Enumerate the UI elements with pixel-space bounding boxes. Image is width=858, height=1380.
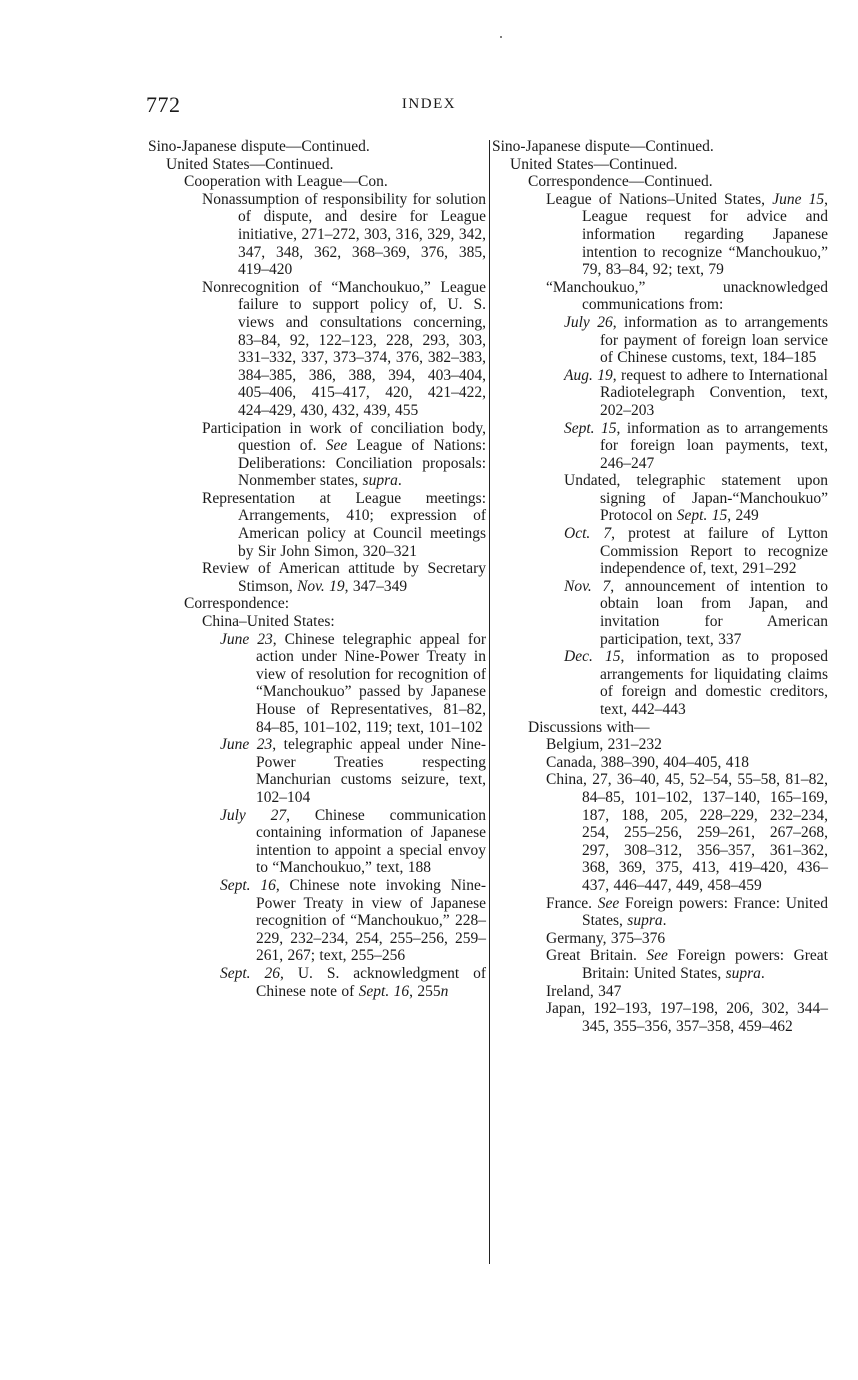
page-number: 772: [146, 92, 181, 117]
index-entry: Sept. 26, U. S. acknowledgment of Chinese note of Sept. 16, 255n: [220, 964, 487, 1000]
index-entry: Sept. 16, Chinese note invoking Nine-Power Treaty in view of Japanese recognition of “Manchoukuo,” 228–229, 232–234, 254, 255–256, 259–261, 267; text, 255–256: [220, 876, 487, 965]
index-entry: France. See Foreign powers: France: United States, supra.: [546, 894, 828, 930]
index-entry: Oct. 7, protest at failure of Lytton Commission Report to recognize independence of, text, 291–292: [564, 525, 828, 578]
index-entry: “Manchoukuo,” unacknowledged communications from:: [546, 278, 828, 314]
index-entry: Correspondence—Continued.: [528, 173, 713, 191]
index-entry: China, 27, 36–40, 45, 52–54, 55–58, 81–82, 84–85, 101–102, 137–140, 165–169, 187, 188, 205, 228–229, 232–234, 254, 255–256, 259–261, 267–268, 297, 308–312, 356–357, 361–362, 368, 369, 375, 413, 419–420, 436–437, 446–447, 449, 458–459: [546, 771, 828, 894]
index-entry: Sino-Japanese dispute—Continued.: [148, 138, 370, 155]
index-column-left: [148, 138, 486, 1000]
index-entry: Canada, 388–390, 404–405, 418: [546, 753, 749, 771]
index-entry: League of Nations–United States, June 15, League request for advice and information regarding Japanese intention to recognize “Manchoukuo,” 79, 83–84, 92; text, 79: [546, 190, 828, 279]
index-entry: June 23, Chinese telegraphic appeal for action under Nine-Power Treaty in view of resolution for recognition of “Manchoukuo” passed by Japanese House of Representatives, 81–82, 84–85, 101–102, 119; text, 101–102: [220, 630, 486, 736]
index-entry: Cooperation with League—Con.: [184, 173, 388, 191]
index-column-right: [492, 138, 828, 1035]
index-entry: Japan, 192–193, 197–198, 206, 302, 344–345, 355–356, 357–358, 459–462: [546, 1000, 828, 1035]
index-entry: Correspondence:: [184, 595, 290, 613]
index-entry: Germany, 375–376: [546, 929, 666, 947]
index-entry: Great Britain. See Foreign powers: Great Britain: United States, supra.: [546, 947, 828, 982]
index-entry: June 23, telegraphic appeal under Nine-Power Treaties respecting Manchurian customs seizure, text, 102–104: [220, 736, 486, 806]
index-entry: Nonrecognition of “Manchoukuo,” League failure to support policy of, U. S. views and consultations concerning, 83–84, 92, 122–123, 228, 293, 303, 331–332, 337, 373–374, 376, 382–383, 384–385, 386, 388, 394, 403–404, 405–406, 415–417, 420, 421–422, 424–429, 430, 432, 439, 455: [202, 278, 486, 419]
index-entry: Aug. 19, request to adhere to International Radiotelegraph Convention, text, 202–203: [564, 366, 828, 419]
index-entry: Sino-Japanese dispute—Continued.: [492, 138, 714, 155]
index-entry: July 27, Chinese communication containing information of Japanese intention to appoint a special envoy to “Manchoukuo,” text, 188: [220, 806, 486, 877]
index-entry: Dec. 15, information as to proposed arrangements for liquidating claims of foreign and domestic creditors, text, 442–443: [564, 648, 828, 718]
index-entry: Nonassumption of responsibility for solution of dispute, and desire for League initiative, 271–272, 303, 316, 329, 342, 347, 348, 362, 368–369, 376, 385, 419–420: [202, 190, 486, 279]
index-entry: United States—Continued.: [510, 155, 678, 173]
column-divider: [489, 140, 490, 1264]
index-entry: Discussions with—: [528, 718, 650, 736]
index-entry: Nov. 7, announcement of intention to obtain loan from Japan, and invitation for American participation, text, 337: [564, 577, 828, 648]
index-entry: China–United States:: [202, 613, 335, 631]
scan-speck: [500, 36, 502, 38]
index-entry: Participation in work of conciliation body, question of. See League of Nations: Deliberations: Conciliation proposals: Nonmember states, supra.: [202, 419, 486, 490]
index-entry: Representation at League meetings: Arrangements, 410; expression of American policy at Council meetings by Sir John Simon, 320–321: [202, 489, 486, 560]
index-entry: July 26, information as to arrangements for payment of foreign loan service of Chinese customs, text, 184–185: [564, 313, 828, 367]
index-entry: United States—Continued.: [166, 155, 334, 173]
index-entry: Belgium, 231–232: [546, 736, 662, 754]
index-entry: Ireland, 347: [546, 982, 622, 1000]
index-entry: Sept. 15, information as to arrangements for foreign loan payments, text, 246–247: [564, 419, 828, 472]
running-head: INDEX: [401, 96, 457, 112]
index-entry: Review of American attitude by Secretary Stimson, Nov. 19, 347–349: [202, 560, 486, 595]
index-entry: Undated, telegraphic statement upon signing of Japan-“Manchoukuo” Protocol on Sept. 15, 249: [564, 472, 828, 525]
